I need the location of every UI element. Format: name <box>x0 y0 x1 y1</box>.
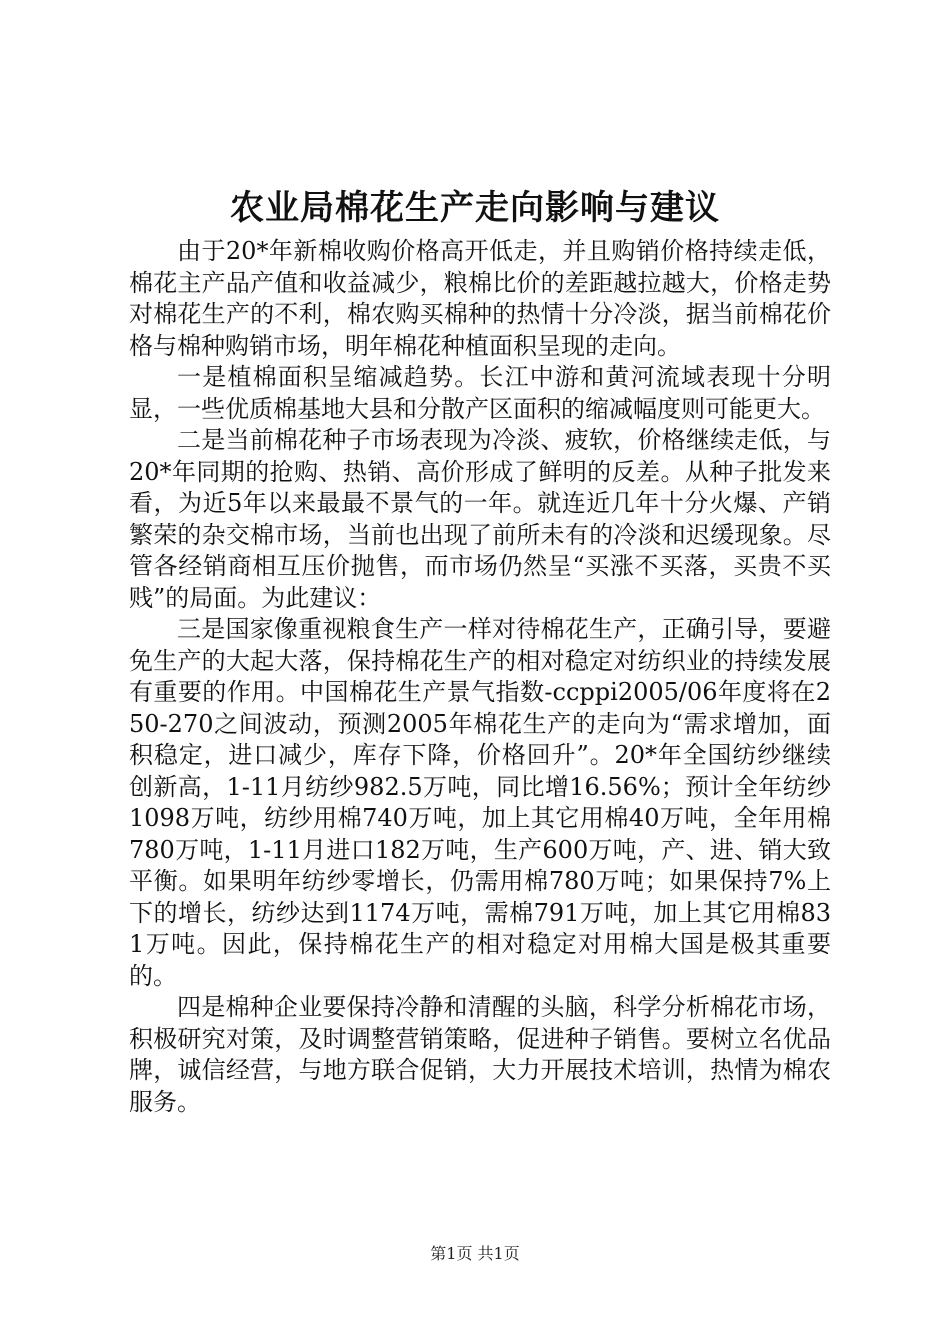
paragraph-point-4: 四是棉种企业要保持冷静和清醒的头脑，科学分析棉花市场，积极研究对策，及时调整营销策略，促进种子销售。要树立名优品牌，诚信经营，与地方联合促销，大力开展技术培训，热情为棉农服务。 <box>129 993 831 1116</box>
paragraph-intro: 由于20*年新棉收购价格高开低走，并且购销价格持续走低，棉花主产品产值和收益减少，粮棉比价的差距越拉越大，价格走势对棉花生产的不利，棉农购买棉种的热情十分冷淡，据当前棉花价格与棉种购销市场，明年棉花种植面积呈现的走向。 <box>129 237 831 360</box>
paragraph-point-1: 一是植棉面积呈缩减趋势。长江中游和黄河流域表现十分明显，一些优质棉基地大县和分散产区面积的缩减幅度则可能更大。 <box>129 363 831 423</box>
document-body <box>129 236 831 1118</box>
document-title: 农业局棉花生产走向影响与建议 <box>230 188 720 228</box>
paragraph-point-2: 二是当前棉花种子市场表现为冷淡、疲软，价格继续走低，与20*年同期的抢购、热销、高价形成了鲜明的反差。从种子批发来看，为近5年以来最最不景气的一年。就连近几年十分火爆、产销繁荣的杂交棉市场，当前也出现了前所未有的冷淡和迟缓现象。尽管各经销商相互压价抛售，而市场仍然呈“买涨不买落，买贵不买贱”的局面。为此建议： <box>129 426 831 612</box>
paragraph-point-3: 三是国家像重视粮食生产一样对待棉花生产，正确引导，要避免生产的大起大落，保持棉花生产的相对稳定对纺织业的持续发展有重要的作用。中国棉花生产景气指数-ccppi2005/06年度将在250-270之间波动，预测2005年棉花生产的走向为“需求增加，面积稳定，进口减少，库存下降，价格回升”。20*年全国纺纱继续创新高，1-11月纺纱982.5万吨，同比增16.56%；预计全年纺纱1098万吨，纺纱用棉740万吨，加上其它用棉40万吨，全年用棉780万吨，1-11月进口182万吨，生产600万吨，产、进、销大致平衡。如果明年纺纱零增长，仍需用棉780万吨；如果保持7%上下的增长，纺纱达到1174万吨，需棉791万吨，加上其它用棉831万吨。因此，保持棉花生产的相对稳定对用棉大国是极其重要的。 <box>129 615 831 990</box>
page-number-footer: 第1页 共1页 <box>430 1244 520 1263</box>
